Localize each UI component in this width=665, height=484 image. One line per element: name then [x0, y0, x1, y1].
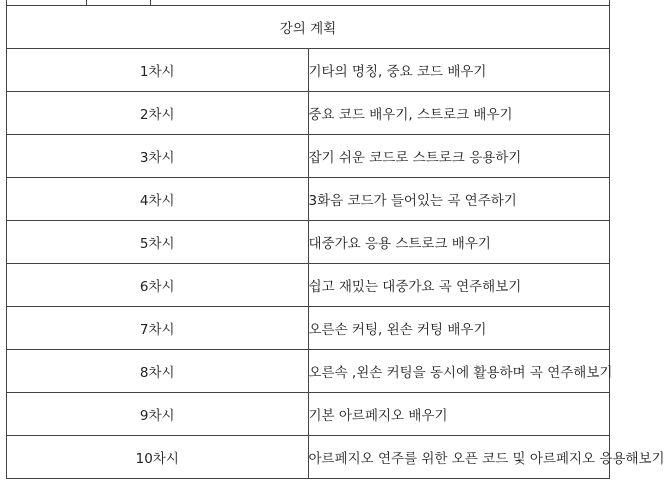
session-label: 9차시	[7, 393, 309, 436]
table-row	[7, 393, 610, 436]
table-row	[7, 135, 610, 178]
session-label: 5차시	[7, 221, 309, 264]
session-label: 6차시	[7, 264, 309, 307]
table-row	[7, 436, 610, 479]
table-row	[7, 221, 610, 264]
session-content: 3화음 코드가 들어있는 곡 연주하기	[308, 178, 610, 221]
session-label: 1차시	[7, 49, 309, 92]
session-label: 3차시	[7, 135, 309, 178]
table-header-row	[7, 6, 610, 49]
session-content: 아르페지오 연주를 위한 오픈 코드 및 아르페지오 응용해보기	[308, 436, 610, 479]
table-row	[7, 49, 610, 92]
session-content: 중요 코드 배우기, 스트로크 배우기	[308, 92, 610, 135]
session-content: 오른손 커팅, 왼손 커팅 배우기	[308, 307, 610, 350]
session-content: 잡기 쉬운 코드로 스트로크 응용하기	[308, 135, 610, 178]
session-label: 7차시	[7, 307, 309, 350]
session-content: 쉽고 재밌는 대중가요 곡 연주해보기	[308, 264, 610, 307]
session-content: 기본 아르페지오 배우기	[308, 393, 610, 436]
table-row	[7, 264, 610, 307]
session-content: 대중가요 응용 스트로크 배우기	[308, 221, 610, 264]
session-label: 8차시	[7, 350, 309, 393]
session-content: 기타의 명칭, 중요 코드 배우기	[308, 49, 610, 92]
session-label: 2차시	[7, 92, 309, 135]
table-row	[7, 307, 610, 350]
session-label: 10차시	[7, 436, 309, 479]
session-label: 4차시	[7, 178, 309, 221]
table-row	[7, 92, 610, 135]
session-content: 오른속 ,왼손 커팅을 동시에 활용하며 곡 연주해보기	[308, 350, 610, 393]
lecture-plan-title: 강의 계획	[7, 6, 610, 49]
lecture-plan-table	[6, 5, 665, 479]
table-row	[7, 350, 610, 393]
table-row	[7, 178, 610, 221]
